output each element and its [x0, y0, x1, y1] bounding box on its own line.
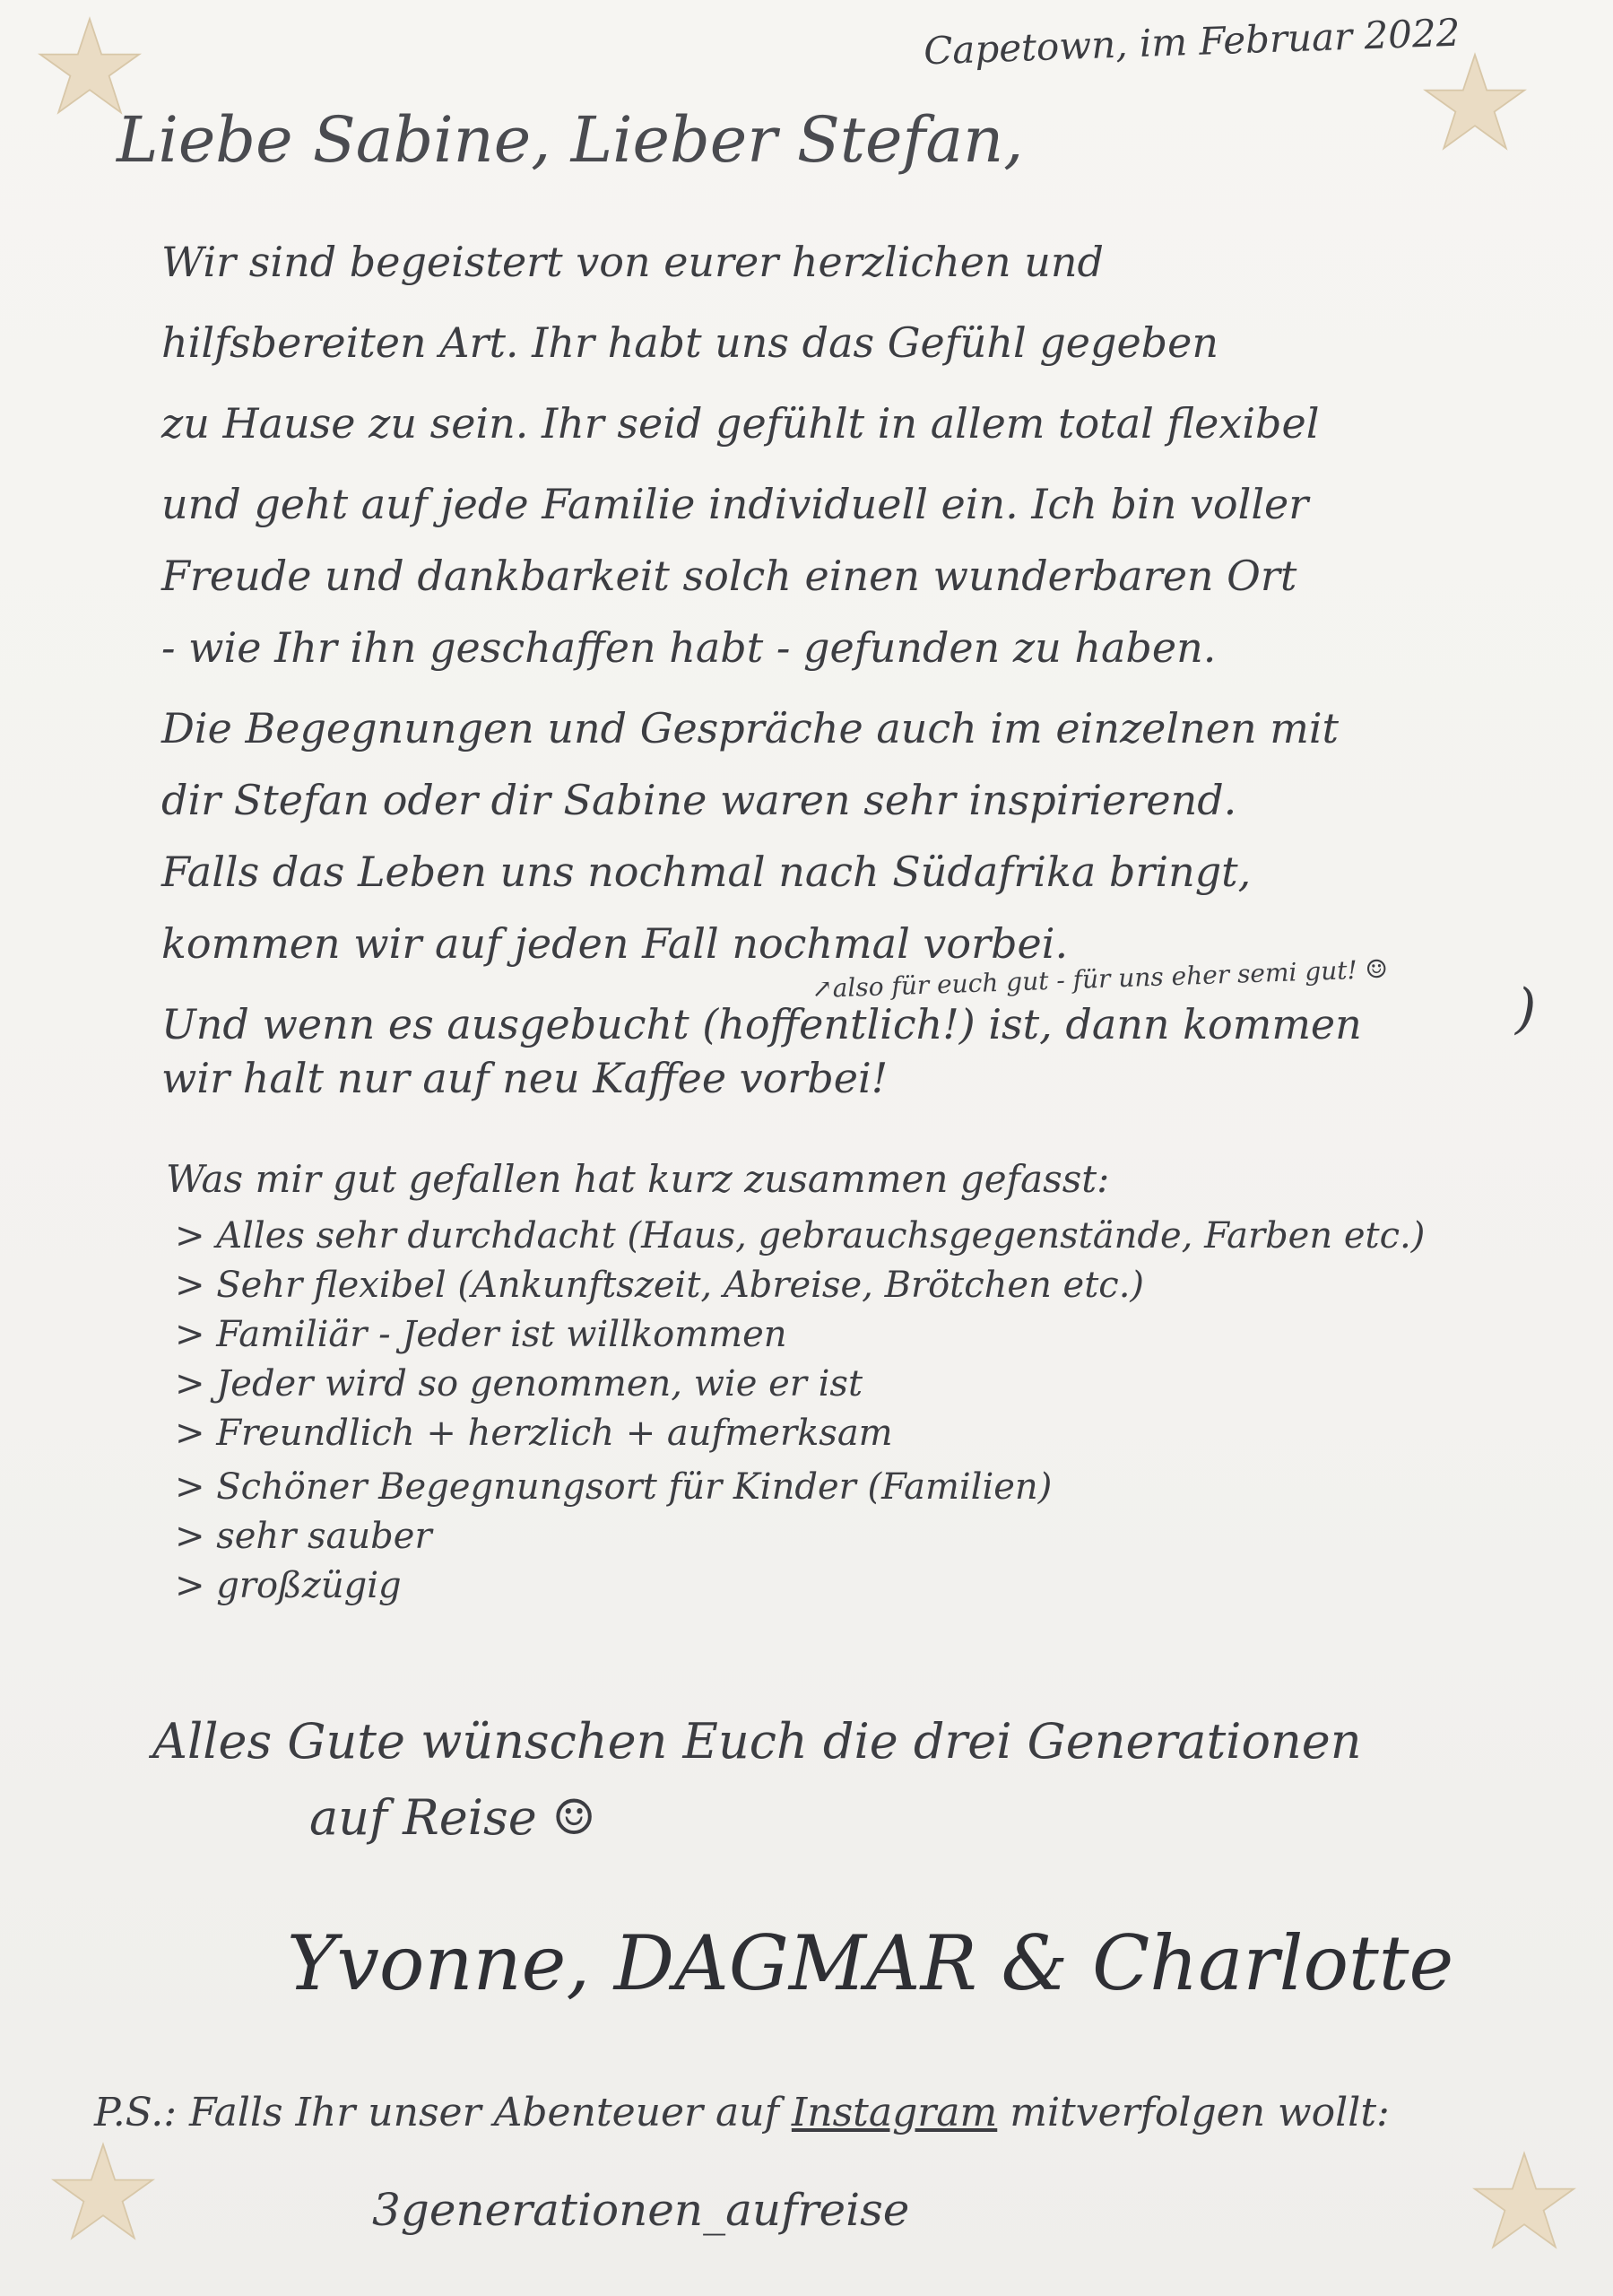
- body-line: zu Hause zu sein. Ihr seid gefühlt in allem total flexibel: [161, 399, 1320, 448]
- body-line: und geht auf jede Familie individuell ein. Ich bin voller: [161, 480, 1309, 528]
- body-line: Falls das Leben uns nochmal nach Südafrika bringt,: [161, 848, 1252, 896]
- body-line: Und wenn es ausgebucht (hoffentlich!) ist, dann kommen: [161, 1000, 1362, 1048]
- letter-date: Capetown, im Februar 2022: [923, 10, 1461, 74]
- postscript: [94, 2090, 1390, 2135]
- instagram-link: Instagram: [791, 2090, 998, 2135]
- aside-note: ↗also für euch gut - für uns eher semi gut! ☺: [811, 953, 1389, 1004]
- list-item: > Alles sehr durchdacht (Haus, gebrauchsgegenstände, Farben etc.): [175, 1215, 1426, 1257]
- body-line: Wir sind begeistert von eurer herzlichen und: [161, 238, 1104, 286]
- body-line: Die Begegnungen und Gespräche auch im einzelnen mit: [161, 704, 1340, 752]
- list-item: > Freundlich + herzlich + aufmerksam: [175, 1413, 893, 1454]
- salutation: Liebe Sabine, Lieber Stefan,: [117, 103, 1024, 177]
- body-line: wir halt nur auf neu Kaffee vorbei!: [161, 1054, 889, 1102]
- signature: Yvonne, DAGMAR & Charlotte: [287, 1919, 1454, 2007]
- list-item: > Jeder wird so genommen, wie er ist: [175, 1363, 863, 1405]
- star-icon: [1421, 49, 1529, 157]
- body-line: kommen wir auf jeden Fall nochmal vorbei.: [161, 919, 1069, 968]
- list-item: > Sehr flexibel (Ankunftszeit, Abreise, Brötchen etc.): [175, 1265, 1145, 1306]
- list-item: > großzügig: [175, 1565, 402, 1606]
- aside-paren: ): [1515, 978, 1537, 1040]
- star-icon: [1470, 2148, 1578, 2256]
- closing-line: Alles Gute wünschen Euch die drei Generationen: [152, 1713, 1362, 1770]
- list-heading: Was mir gut gefallen hat kurz zusammen gefasst:: [166, 1157, 1110, 1201]
- closing-line: auf Reise ☺: [309, 1789, 596, 1846]
- instagram-handle: 3generationen_aufreise: [372, 2184, 910, 2236]
- list-item: > Schöner Begegnungsort für Kinder (Familien): [175, 1466, 1053, 1508]
- body-line: hilfsbereiten Art. Ihr habt uns das Gefühl gegeben: [161, 318, 1218, 367]
- list-item: > sehr sauber: [175, 1516, 432, 1557]
- body-line: Freude und dankbarkeit solch einen wunderbaren Ort: [161, 552, 1297, 600]
- star-icon: [49, 2139, 157, 2247]
- ps-prefix: P.S.: Falls Ihr unser Abenteuer auf: [94, 2090, 792, 2135]
- ps-suffix: mitverfolgen wollt:: [997, 2090, 1390, 2135]
- list-item: > Familiär - Jeder ist willkommen: [175, 1314, 787, 1355]
- body-line: - wie Ihr ihn geschaffen habt - gefunden zu haben.: [161, 623, 1217, 672]
- body-line: dir Stefan oder dir Sabine waren sehr inspirierend.: [161, 776, 1237, 824]
